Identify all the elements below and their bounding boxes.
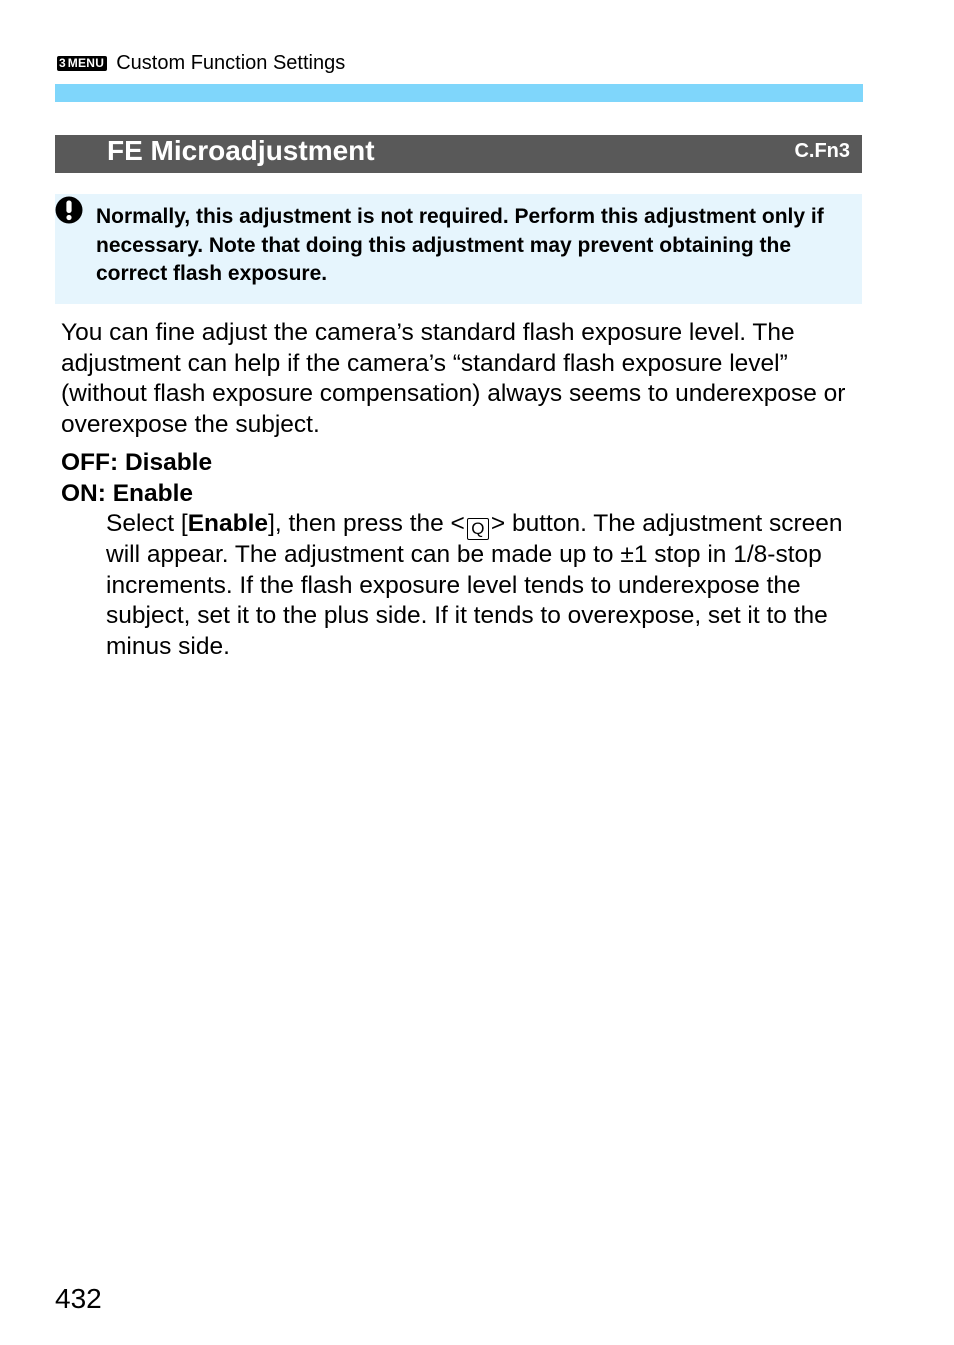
header-color-bar (55, 84, 863, 102)
intro-paragraph: You can fine adjust the camera’s standard flash exposure level. The adjustment can help if the camera’s “standard flash exposure level” (without flash exposure compensation) always seems to underexpose or overexpose the subject. (61, 319, 846, 438)
menu-icon: MENU (67, 55, 105, 70)
option-on-description (106, 509, 851, 662)
menu-tab-badge (57, 56, 107, 71)
desc-suffix: > button. The adjustment screen will appear. The adjustment can be made up to ±1 stop in 1/8-stop increments. If the flash exposure level tends to underexpose the subject, set it to the plus side. If it tends to overexpose, set it to the minus side. (106, 510, 843, 660)
menu-tab-number: 3 (59, 55, 66, 70)
section-title-bar (55, 135, 862, 173)
page-number: 432 (55, 1283, 102, 1314)
header-title: Custom Function Settings (116, 52, 346, 74)
custom-function-code: C.Fn3 (794, 140, 850, 162)
option-off-label: OFF: Disable (61, 449, 213, 476)
enable-keyword: Enable (187, 510, 269, 537)
caution-icon (55, 196, 83, 224)
quick-control-button-icon: Q (467, 518, 489, 540)
caution-box (55, 194, 862, 304)
section-title: FE Microadjustment (107, 135, 375, 166)
page-header (57, 50, 345, 76)
desc-middle: ], then press the < (268, 510, 465, 537)
caution-text: Normally, this adjustment is not required. Perform this adjustment only if necessary. Note that doing this adjustment may prevent obtaining the correct flash exposure. (96, 205, 824, 285)
desc-prefix: Select [ (106, 510, 188, 537)
option-on-label: ON: Enable (61, 480, 194, 507)
